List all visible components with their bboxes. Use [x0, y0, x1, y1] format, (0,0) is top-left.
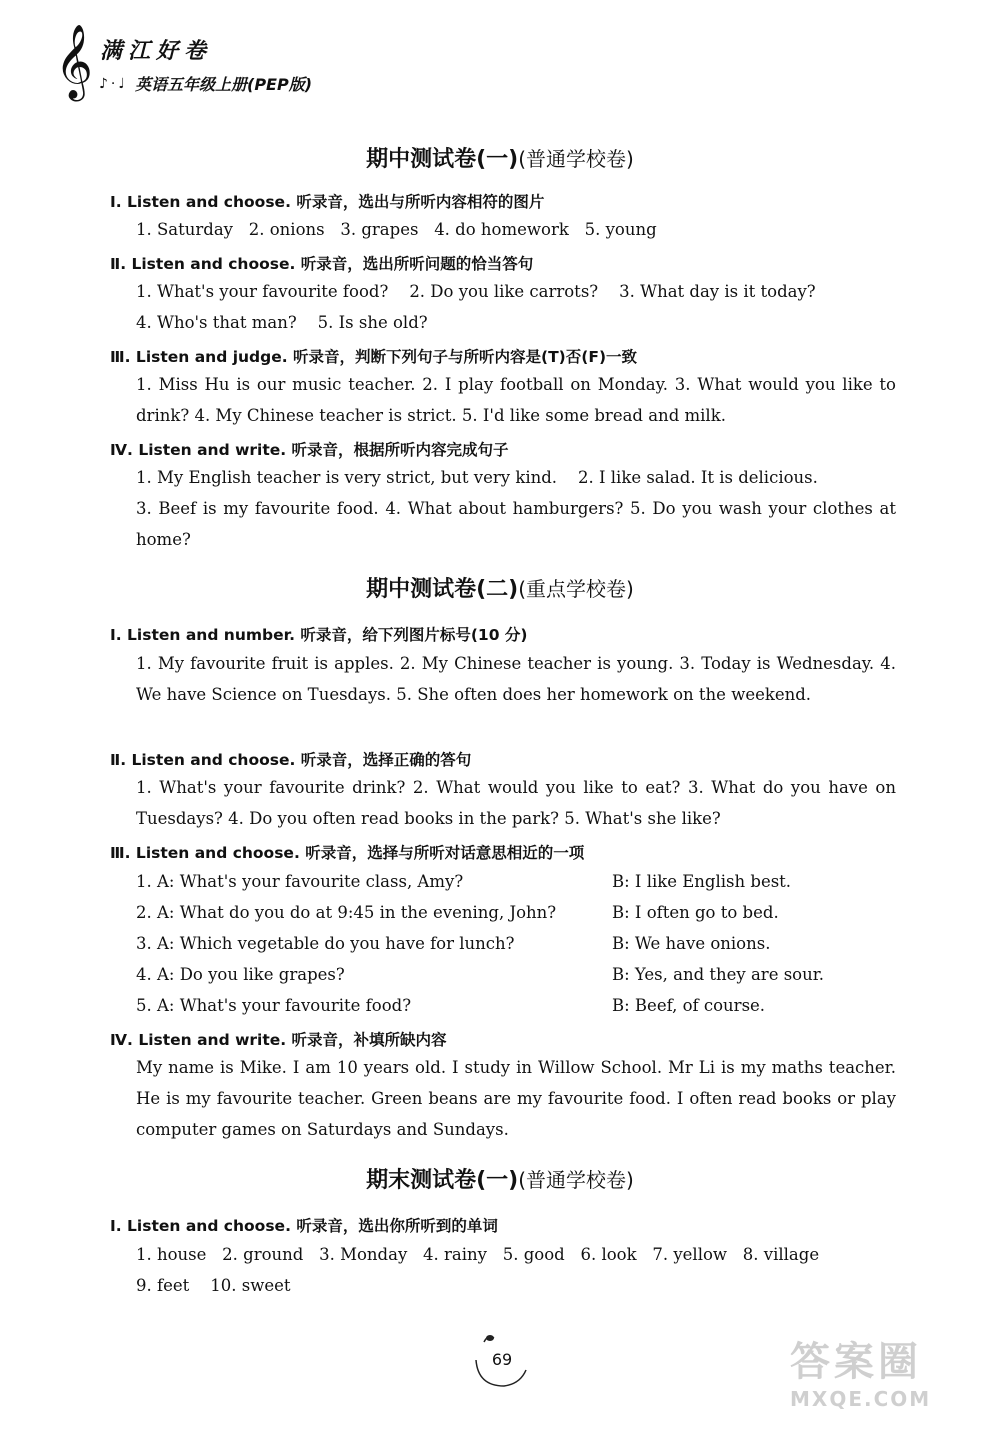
answer-item: 3. What day is it today? — [619, 282, 816, 301]
dialog-a: 5. A: What's your favourite food? — [136, 996, 412, 1015]
watermark-logo — [790, 1330, 990, 1420]
part-label: Ⅳ. Listen and write. 听录音，根据所听内容完成句子 — [110, 441, 509, 459]
answer-item: 5. Is she old? — [317, 313, 428, 332]
answer-item: 2. onions — [248, 220, 325, 239]
answer-line — [136, 214, 896, 245]
answer-paragraph: 1. What's your favourite drink? 2. What would you like to eat? 3. What do you have on Tuesdays? 4. Do you often read books in the park? 5. What's she like? — [136, 778, 896, 828]
dialog-b: B: We have onions. — [612, 934, 771, 953]
answer-line — [136, 307, 896, 338]
treble-clef-icon: 𝄞 — [55, 25, 93, 99]
answer-item: 1. My English teacher is very strict, but very kind. — [136, 468, 558, 487]
dialog-b: B: Yes, and they are sour. — [612, 965, 825, 984]
answer-line — [136, 462, 896, 493]
dialog-b: B: I like English best. — [612, 872, 792, 891]
dialog-b: B: Beef, of course. — [612, 996, 766, 1015]
dialog-a: 4. A: Do you like grapes? — [136, 965, 345, 984]
section-title-main: 期中测试卷(一) — [366, 147, 519, 172]
answer-item: 1. house — [136, 1245, 207, 1264]
answer-line — [136, 1239, 896, 1270]
part-label: Ⅲ. Listen and choose. 听录音，选择与所听对话意思相近的一项 — [110, 844, 585, 862]
answer-item: 7. yellow — [652, 1245, 728, 1264]
part-label: Ⅱ. Listen and choose. 听录音，选出所听问题的恰当答句 — [110, 255, 534, 273]
answer-paragraph: 1. My favourite fruit is apples. 2. My Chinese teacher is young. 3. Today is Wednesday. 4. We have Science on Tuesdays. 5. She often does her homework on the weekend. — [136, 654, 896, 704]
part-label: Ⅱ. Listen and choose. 听录音，选择正确的答句 — [110, 751, 472, 769]
answer-paragraph: 1. Miss Hu is our music teacher. 2. I play football on Monday. 3. What would you like to drink? 4. My Chinese teacher is strict. 5. I'd like some bread and milk. — [136, 375, 896, 425]
music-notes-icon: ♪·♩ — [99, 76, 128, 92]
answer-item: 1. Saturday — [136, 220, 233, 239]
book-subtitle: 英语五年级上册(PEP版) — [135, 75, 313, 94]
book-header — [55, 25, 375, 110]
answer-item: 6. look — [580, 1245, 637, 1264]
dialog-a: 3. A: Which vegetable do you have for lunch? — [136, 934, 515, 953]
section-title — [0, 1163, 1000, 1194]
section-title-sub: (重点学校卷) — [518, 577, 634, 601]
answer-item: 9. feet — [136, 1276, 190, 1295]
brand-title: 满江好卷 — [100, 39, 213, 64]
part-label: Ⅲ. Listen and judge. 听录音，判断下列句子与所听内容是(T)否(F)一致 — [110, 348, 638, 366]
dialog-a: 1. A: What's your favourite class, Amy? — [136, 872, 464, 891]
answer-item: 5. good — [502, 1245, 565, 1264]
answer-item: 1. What's your favourite food? — [136, 282, 389, 301]
answer-item: 4. Who's that man? — [136, 313, 297, 332]
dialog-b: B: I often go to bed. — [612, 903, 779, 922]
answer-item: 8. village — [742, 1245, 820, 1264]
answer-item: 3. Monday — [319, 1245, 408, 1264]
section-title-main: 期末测试卷(一) — [366, 1168, 519, 1193]
answer-line — [136, 276, 896, 307]
part-label: Ⅰ. Listen and choose. 听录音，选出你所听到的单词 — [110, 1217, 498, 1235]
answer-line — [136, 1270, 896, 1301]
section-title-main: 期中测试卷(二) — [366, 577, 519, 602]
answer-item: 5. young — [584, 220, 657, 239]
answer-item: 2. ground — [222, 1245, 304, 1264]
section-title — [0, 142, 1000, 173]
watermark-bottom: MXQE.COM — [790, 1387, 932, 1411]
section-title — [0, 572, 1000, 603]
part-label: Ⅳ. Listen and write. 听录音，补填所缺内容 — [110, 1031, 447, 1049]
watermark-top: 答案圈 — [790, 1339, 922, 1385]
answer-item: 3. grapes — [340, 220, 419, 239]
answer-paragraph: 3. Beef is my favourite food. 4. What about hamburgers? 5. Do you wash your clothes at home? — [136, 499, 896, 549]
page-number: 69 — [491, 1350, 513, 1369]
answer-item: 10. sweet — [210, 1276, 291, 1295]
part-label: Ⅰ. Listen and number. 听录音，给下列图片标号(10 分) — [110, 626, 528, 644]
part-label: Ⅰ. Listen and choose. 听录音，选出与所听内容相符的图片 — [110, 193, 545, 211]
answer-item: 4. do homework — [434, 220, 569, 239]
answer-item: 2. I like salad. It is delicious. — [578, 468, 818, 487]
answer-item: 2. Do you like carrots? — [409, 282, 599, 301]
answer-item: 4. rainy — [423, 1245, 487, 1264]
section-title-sub: (普通学校卷) — [518, 147, 634, 171]
answer-paragraph: My name is Mike. I am 10 years old. I study in Willow School. Mr Li is my maths teacher. He is my favourite teacher. Green beans are my favourite food. I often read books or play computer games on Saturdays and Sundays. — [136, 1058, 896, 1139]
section-title-sub: (普通学校卷) — [518, 1168, 634, 1192]
dialog-a: 2. A: What do you do at 9:45 in the evening, John? — [136, 903, 557, 922]
